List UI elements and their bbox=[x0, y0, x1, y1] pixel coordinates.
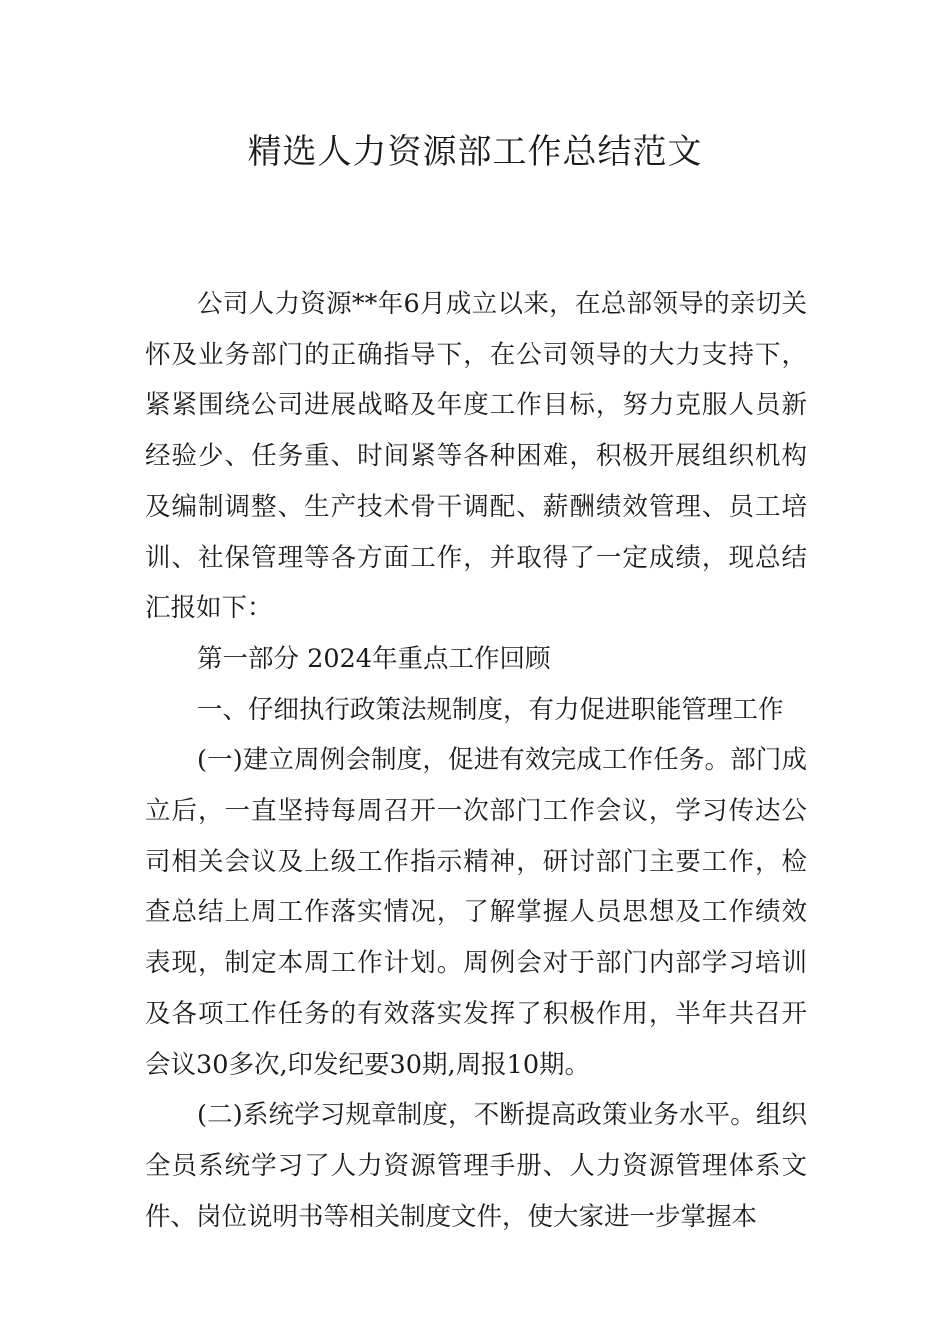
document-title: 精选人力资源部工作总结范文 bbox=[247, 132, 703, 172]
section-heading-part-one: 第一部分 2024年重点工作回顾 bbox=[197, 643, 551, 674]
subsection-heading-one: 一、仔细执行政策法规制度，有力促进职能管理工作 bbox=[197, 694, 784, 725]
paragraph-item-one: (一)建立周例会制度，促进有效完成工作任务。部门成立后，一直坚持每周召开一次部门工作会议，学习传达公司相关会议及上级工作指示精神，研讨部门主要工作，检查总结上周工作落实情况，了解掌握人员思想及工作绩效表现，制定本周工作计划。周例会对于部门内部学习培训及各项工作任务的有效落实发挥了积极作用，半年共召开会议30多次,印发纪要30期,周报10期。 bbox=[145, 745, 807, 1080]
document-body bbox=[145, 279, 807, 1242]
intro-paragraph: 公司人力资源**年6月成立以来，在总部领导的亲切关怀及业务部门的正确指导下，在公司领导的大力支持下，紧紧围绕公司进展战略及年度工作目标，努力克服人员新经验少、任务重、时间紧等各种困难，积极开展组织机构及编制调整、生产技术骨干调配、薪酬绩效管理、员工培训、社保管理等各方面工作，并取得了一定成绩，现总结汇报如下： bbox=[145, 289, 807, 624]
paragraph-item-two: (二)系统学习规章制度，不断提高政策业务水平。组织全员系统学习了人力资源管理手册、人力资源管理体系文件、岗位说明书等相关制度文件，使大家进一步掌握本 bbox=[145, 1100, 807, 1232]
